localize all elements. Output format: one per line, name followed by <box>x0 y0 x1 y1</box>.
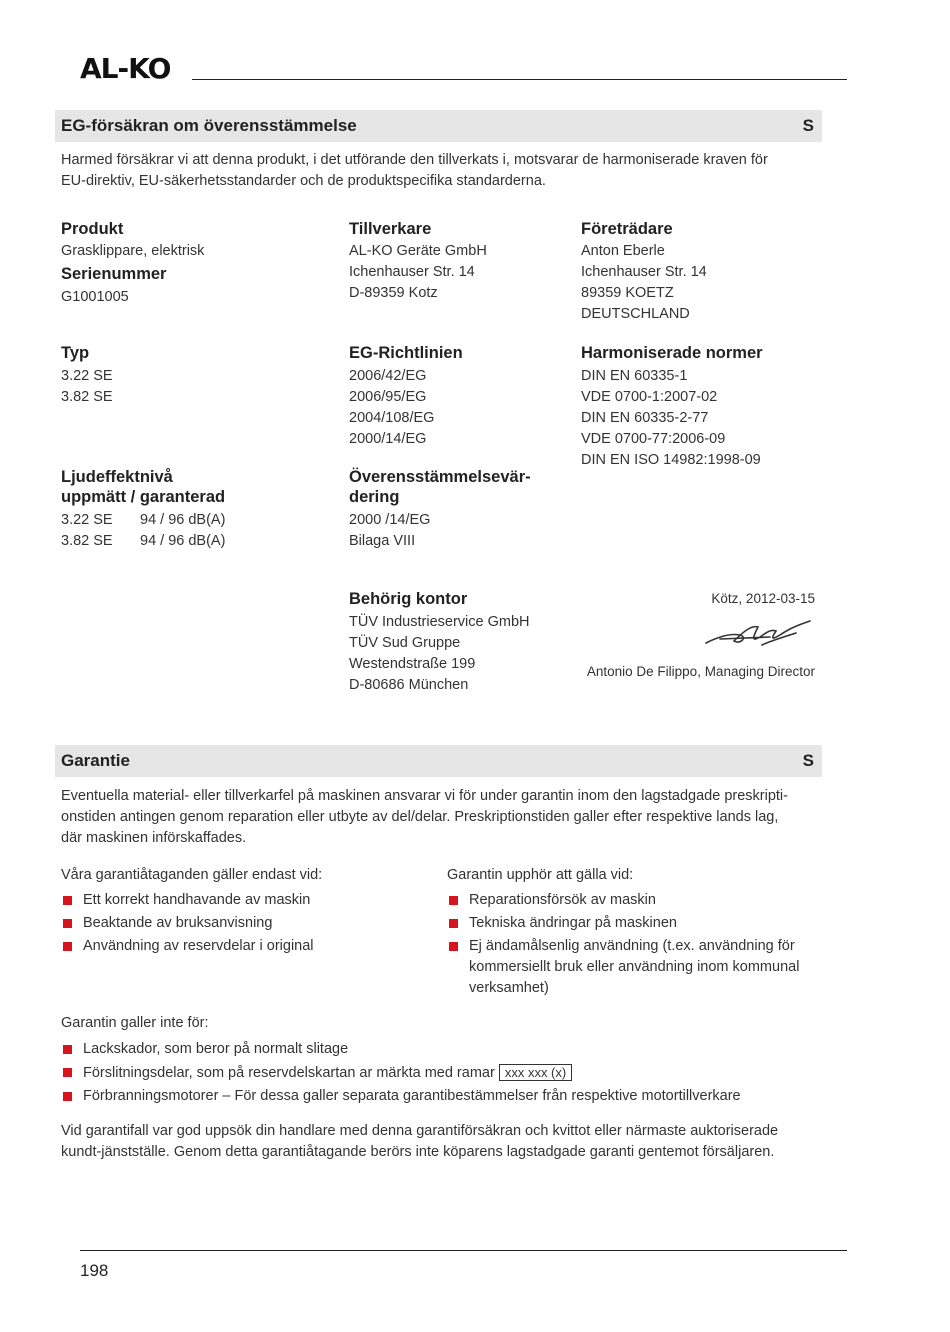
noise-subheading: uppmätt / garanterad <box>61 488 226 506</box>
product-heading: Produkt <box>61 220 124 238</box>
representative-line: DEUTSCHLAND <box>581 306 690 322</box>
warranty-title: Garantie <box>61 751 130 770</box>
product-value: Grasklippare, elektrisk <box>61 243 205 259</box>
declaration-title: EG-försäkran om överensstämmelse <box>61 116 357 135</box>
list-item-text: Förslitningsdelar, som på reservdelskartan ar märkta med ramar <box>83 1065 495 1081</box>
conformity-line: 2000 /14/EG <box>349 512 431 528</box>
noise-type: 3.22 SE <box>61 512 113 528</box>
list-item <box>61 913 431 934</box>
list-item <box>61 1086 821 1107</box>
type-block <box>61 343 331 408</box>
directive-item: 2000/14/EG <box>349 431 427 447</box>
noise-block <box>61 467 331 552</box>
list-item <box>61 936 431 957</box>
list-item-text: Lackskador, som beror på normalt slitage <box>83 1041 349 1057</box>
list-item <box>61 1062 821 1084</box>
list-item-text: Användning av reservdelar i original <box>83 938 314 954</box>
conformity-heading-cont: dering <box>349 488 400 506</box>
noise-type: 3.82 SE <box>61 533 113 549</box>
product-block <box>61 219 331 308</box>
authority-line: D-80686 München <box>349 677 469 693</box>
bullet-square-icon <box>63 896 72 905</box>
norm-item: DIN EN ISO 14982:1998-09 <box>581 452 761 468</box>
part-number-frame: xxx xxx (x) <box>499 1064 572 1081</box>
footer-rule <box>80 1250 847 1251</box>
conformity-block <box>349 467 569 552</box>
list-item <box>61 890 431 911</box>
authority-line: TÜV Sud Gruppe <box>349 635 461 651</box>
representative-line: Anton Eberle <box>581 243 665 259</box>
type-item: 3.22 SE <box>61 368 113 384</box>
place-date: Kötz, 2012-03-15 <box>711 591 815 606</box>
list-item-text: Beaktande av bruksanvisning <box>83 915 273 931</box>
conformity-heading: Överensstämmelsevär- <box>349 468 531 486</box>
warranty-language-code: S <box>802 751 814 770</box>
noise-value: 94 / 96 dB(A) <box>140 512 226 528</box>
directives-block <box>349 343 569 450</box>
manufacturer-line: D-89359 Kotz <box>349 285 438 301</box>
warranty-intro: Eventuella material- eller tillverkarfel på maskinen ansvarar vi för under garantin inom den lagstadgade preskripti-onstiden antingen genom reparation eller utbyte av del/delar. Preskriptionstiden galler efter respektive lands lag, där maskinen införskaffades. <box>61 788 788 846</box>
norm-item: VDE 0700-1:2007-02 <box>581 389 718 405</box>
directive-item: 2006/95/EG <box>349 389 427 405</box>
bullet-square-icon <box>63 1045 72 1054</box>
manufacturer-heading: Tillverkare <box>349 220 432 238</box>
manufacturer-block <box>349 219 569 304</box>
conformity-line: Bilaga VIII <box>349 533 416 549</box>
declaration-intro: Harmed försäkrar vi att denna produkt, i det utförande den tillverkats i, motsvarar de harmoniserade kraven för EU-direktiv, EU-säkerhetsstandarder och de produktspecifika standarderna. <box>61 152 768 189</box>
bullet-square-icon <box>63 1092 72 1101</box>
type-item: 3.82 SE <box>61 389 113 405</box>
representative-block <box>581 219 821 325</box>
warranty-valid-block <box>61 865 431 957</box>
warranty-valid-heading: Våra garantiåtaganden gäller endast vid: <box>61 867 323 883</box>
serial-heading: Serienummer <box>61 265 167 283</box>
header-rule <box>192 79 847 80</box>
authority-line: Westendstraße 199 <box>349 656 476 672</box>
bullet-square-icon <box>63 1068 72 1077</box>
norm-item: DIN EN 60335-1 <box>581 368 688 384</box>
declaration-title-bar <box>55 110 822 142</box>
warranty-title-bar <box>55 745 822 777</box>
signatory: Antonio De Filippo, Managing Director <box>586 664 815 679</box>
list-item <box>447 936 802 999</box>
authority-heading: Behörig kontor <box>349 590 468 608</box>
warranty-void-block <box>447 865 802 999</box>
directive-item: 2006/42/EG <box>349 368 427 384</box>
list-item-text: Förbranningsmotorer – För dessa galler separata garantibestämmelser från respektive motortillverkare <box>83 1088 741 1104</box>
alko-logo: AL-KO <box>80 52 171 85</box>
list-item-text: Ett korrekt handhavande av maskin <box>83 892 311 908</box>
list-item <box>447 890 802 911</box>
authority-block <box>349 589 569 696</box>
bullet-square-icon <box>449 942 458 951</box>
norm-item: DIN EN 60335-2-77 <box>581 410 709 426</box>
signature-image <box>700 615 815 655</box>
bullet-square-icon <box>63 919 72 928</box>
representative-line: 89359 KOETZ <box>581 285 674 301</box>
list-item-text: Ej ändamålsenlig användning (t.ex. användning för kommersiellt bruk eller användning inom kommunal verksamhet) <box>469 938 800 996</box>
list-item-text: Tekniska ändringar på maskinen <box>469 915 677 931</box>
manufacturer-line: Ichenhauser Str. 14 <box>349 264 475 280</box>
bullet-square-icon <box>449 896 458 905</box>
noise-heading: Ljudeffektnivå <box>61 468 173 486</box>
type-heading: Typ <box>61 344 90 362</box>
warranty-exclusions-block <box>61 1013 821 1107</box>
list-item-text: Reparationsförsök av maskin <box>469 892 656 908</box>
authority-line: TÜV Industrieservice GmbH <box>349 614 530 630</box>
representative-heading: Företrädare <box>581 220 673 238</box>
declaration-language-code: S <box>802 116 814 135</box>
directive-item: 2004/108/EG <box>349 410 435 426</box>
bullet-square-icon <box>63 942 72 951</box>
noise-value: 94 / 96 dB(A) <box>140 533 226 549</box>
norms-block <box>581 343 821 471</box>
noise-row <box>61 510 331 531</box>
warranty-exclusions-heading: Garantin galler inte för: <box>61 1015 209 1031</box>
serial-value: G1001005 <box>61 289 129 305</box>
bullet-square-icon <box>449 919 458 928</box>
warranty-outro: Vid garantifall var god uppsök din handlare med denna garantiförsäkran och kvittot eller närmaste auktoriserade kundt-jänstställe. Genom detta garantiåtagande berörs inte köparens lagstadgade garanti gentemot försäljaren. <box>61 1123 779 1160</box>
list-item <box>447 913 802 934</box>
norm-item: VDE 0700-77:2006-09 <box>581 431 726 447</box>
directives-heading: EG-Richtlinien <box>349 344 463 362</box>
list-item <box>61 1039 821 1060</box>
representative-line: Ichenhauser Str. 14 <box>581 264 707 280</box>
norms-heading: Harmoniserade normer <box>581 344 763 362</box>
page-number: 198 <box>80 1261 109 1280</box>
warranty-void-heading: Garantin upphör att gälla vid: <box>447 867 634 883</box>
noise-row <box>61 531 331 552</box>
manufacturer-line: AL-KO Geräte GmbH <box>349 243 487 259</box>
